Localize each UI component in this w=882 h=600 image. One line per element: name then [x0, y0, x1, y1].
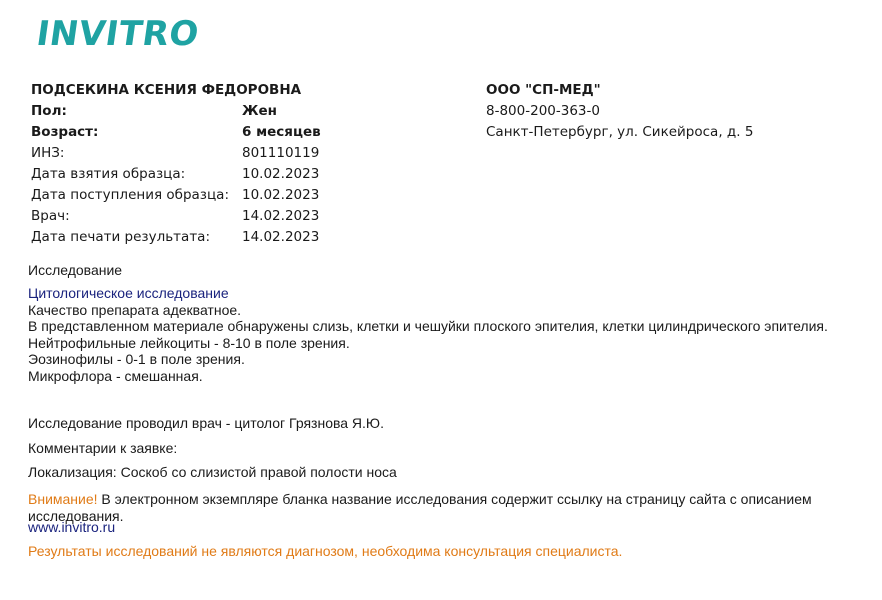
patient-row-inz	[31, 143, 471, 164]
patient-row-sample-date	[31, 164, 471, 185]
patient-row-sex	[31, 101, 471, 122]
row-value: 14.02.2023	[242, 208, 320, 224]
row-value: Жен	[242, 103, 278, 119]
patient-info	[31, 80, 471, 248]
site-url-line	[28, 519, 858, 536]
research-title-link[interactable]: Цитологическое исследование	[28, 285, 229, 301]
result-line: Микрофлора - смешанная.	[28, 367, 203, 384]
research-heading: Исследование	[28, 262, 123, 278]
localization: Локализация: Соскоб со слизистой правой полости носа	[28, 464, 397, 480]
invitro-logo: INVITRO	[34, 14, 202, 54]
row-label: ИНЗ:	[31, 145, 65, 161]
patient-row-receipt-date	[31, 185, 471, 206]
patient-row-doctor	[31, 206, 471, 227]
patient-row-print-date	[31, 227, 471, 248]
row-value: 6 месяцев	[242, 124, 321, 140]
patient-row-age	[31, 122, 471, 143]
order-comments: Комментарии к заявке:	[28, 440, 178, 456]
result-line: Нейтрофильные лейкоциты - 8-10 в поле зрения.	[28, 334, 350, 351]
row-label: Дата взятия образца:	[31, 166, 186, 182]
research-result	[28, 285, 858, 384]
result-line: Эозинофилы - 0-1 в поле зрения.	[28, 351, 245, 367]
invitro-site-link[interactable]: www.invitro.ru	[28, 519, 116, 535]
lab-info	[486, 80, 866, 143]
row-label: Возраст:	[31, 124, 99, 140]
row-label: Врач:	[31, 208, 70, 224]
lab-phone: 8-800-200-363-0	[486, 103, 600, 119]
patient-name: ПОДСЕКИНА КСЕНИЯ ФЕДОРОВНА	[31, 82, 302, 98]
warning-word: Внимание!	[28, 491, 98, 507]
row-label: Пол:	[31, 103, 67, 119]
lab-address: Санкт-Петербург, ул. Сикейроса, д. 5	[486, 124, 754, 140]
row-value: 10.02.2023	[242, 187, 320, 203]
row-label: Дата поступления образца:	[31, 187, 229, 203]
lab-name: ООО "СП-МЕД"	[486, 82, 601, 98]
row-value: 14.02.2023	[242, 229, 320, 245]
row-label: Дата печати результата:	[31, 229, 211, 245]
row-value: 801110119	[242, 145, 320, 161]
diagnosis-disclaimer: Результаты исследований не являются диагнозом, необходима консультация специалиста.	[28, 543, 623, 559]
warning-text: В электронном экземпляре бланка название исследования содержит ссылку на страницу сайта с описанием исследования.	[28, 491, 812, 524]
research-doctor: Исследование проводил врач - цитолог Грязнова Я.Ю.	[28, 415, 384, 431]
result-line: Качество препарата адекватное.	[28, 301, 242, 318]
row-value: 10.02.2023	[242, 166, 320, 182]
result-line: В представленном материале обнаружены слизь, клетки и чешуйки плоского эпителия, клетки цилиндрического эпителия.	[28, 318, 828, 334]
